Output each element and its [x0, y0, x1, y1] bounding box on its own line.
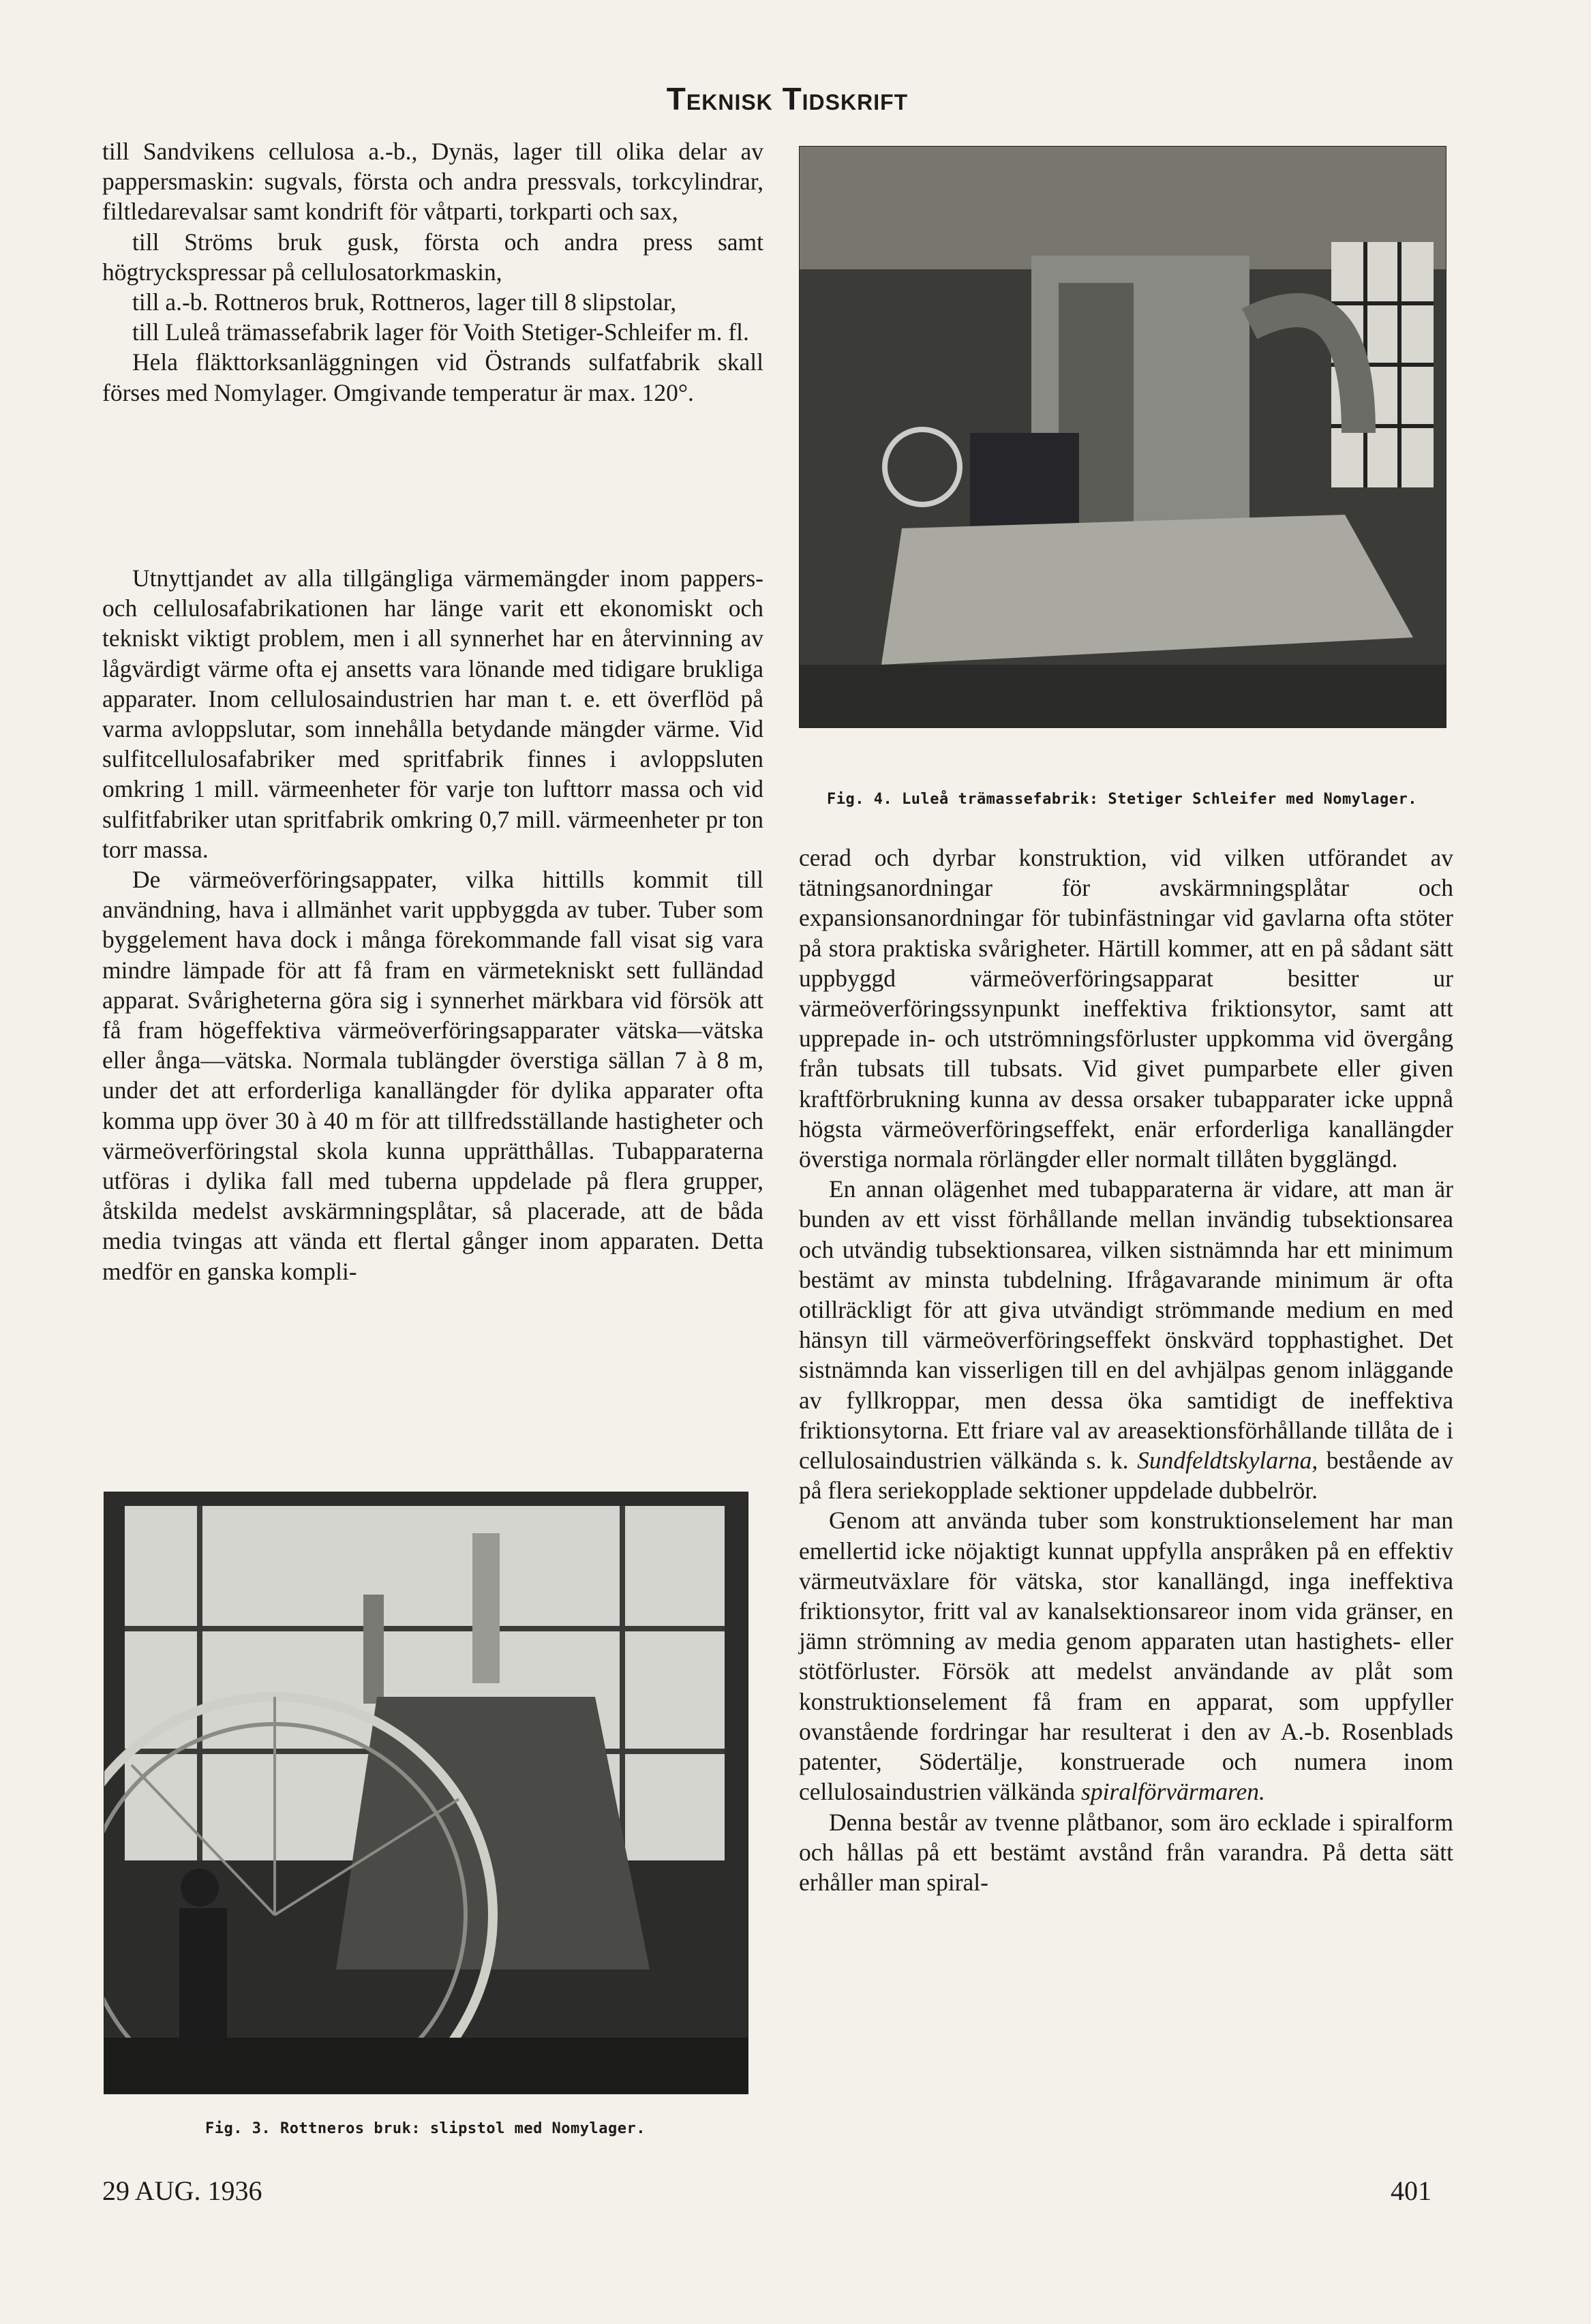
paragraph: till Sandvikens cellulosa a.-b., Dynäs, lager till olika delar av pappersmaskin: sugvals, första och andra pressvals, torkcylindrar, filtledarevalsar samt kondrift för våtparti, torkparti och sax,: [102, 138, 763, 226]
text-run: En annan olägenhet med tubapparaterna är vidare, att man är bunden av ett visst förhållande mellan invändig tubsektionsarea och utvändig tubsektionsarea, vilken sistnämnda har ett minimum bestämt av minsta tubdelning. Ifrågavarande minimum är ofta otillräckligt för att giva utvändigt strömmande medium en med hänsyn till värmeöverföringseffekt önskvärd topphastighet. Det sistnämnda kan visserligen till en del avhjälpas genom inläggande av fyllkroppar, men dessa öka samtidigt de ineffektiva friktionsytorna. Ett friare val av areasektionsförhållande tillåta de i cellulosaindustrien välkända s. k.: [799, 1175, 1453, 1475]
footer-date: 29 AUG. 1936: [102, 2175, 262, 2206]
figure-3-caption: Fig. 3. Rottneros bruk: slipstol med Nomylager.: [204, 2120, 646, 2137]
paragraph: [799, 1505, 1453, 1807]
paragraph: till a.-b. Rottneros bruk, Rottneros, lager till 8 slipstolar,: [132, 288, 677, 316]
figure-4-caption: Fig. 4. Luleå trämassefabrik: Stetiger Schleifer med Nomylager.: [827, 791, 1417, 808]
paragraph: De värmeöverföringsappater, vilka hittills kommit till användning, hava i allmänhet varit uppbyggda av tuber. Tuber som byggelement hava dock i många förekommande fall visat sig vara mindre lämpade för att få fram en värmetekniskt sett fulländad apparat. Svårigheterna göra sig i synnerhet märkbara vid försök att få fram högeffektiva värmeöverföringsapparater vätska—vätska eller ånga—vätska. Normala tublängder överstiga sällan 7 à 8 m, under det att erforderliga kanallängder för dylika apparater ofta komma upp över 30 à 40 m för att tillfredsställande hastigheter och värmeöverföringstal skola kunna upprätthållas. Tubapparaterna utföras i dylika fall med tuberna uppdelade på flera grupper, åtskilda medelst avskärmningsplåtar, så placerade, att de båda media tvingas att vända ett flertal gånger inom apparaten. Detta medför en ganska kompli-: [102, 866, 763, 1285]
paragraph: cerad och dyrbar konstruktion, vid vilken utförandet av tätningsanordningar för avskärmningsplåtar och expansionsanordningar för tubinfästningar vid gavlarna ofta stöter på stora praktiska svårigheter. Härtill kommer, att en på sådant sätt uppbyggd värmeöverföringsapparat besitter ur värmeöverföringssynpunkt ineffektiva friktionsytor, samt att upprepade in- och utströmningsförluster uppkomma vid övergång från tubsats till tubsats. Vid givet pumparbete eller given kraftförbrukning kunna av dessa orsaker tubapparater icke uppnå högsta värmeöverföringseffekt, enär erforderliga kanallängder överstiga normala rörlängder eller normalt tillåten bygglängd.: [799, 844, 1453, 1173]
paragraph: [799, 1174, 1453, 1505]
figure-3-photo: [104, 1492, 748, 2094]
column-right-body: [799, 843, 1453, 1897]
text-run: bestående av på flera seriekopplade sektioner uppdelade dubbelrör.: [799, 1447, 1454, 1505]
column-left-body: [102, 563, 763, 1286]
paragraph: Denna består av tvenne plåtbanor, som äro ecklade i spiralform och hållas på ett bestämt avstånd från varandra. På detta sätt erhåller man spiral-: [799, 1808, 1453, 1896]
column-left-top: [102, 136, 763, 408]
paragraph: till Ströms bruk gusk, första och andra press samt högtryckspressar på cellulosatorkmaskin,: [102, 228, 763, 286]
italic-term: Sundfeldtskylarna,: [1137, 1447, 1318, 1475]
page-number: 401: [1391, 2175, 1431, 2206]
figure-4-photo: [799, 146, 1446, 728]
paragraph: Hela fläkttorksanläggningen vid Östrands sulfatfabrik skall förses med Nomylager. Omgivande temperatur är max. 120°.: [102, 348, 763, 406]
italic-term: spiralförvärmaren.: [1081, 1778, 1265, 1806]
paragraph: till Luleå trämassefabrik lager för Voith Stetiger-Schleifer m. fl.: [132, 318, 749, 346]
journal-header: Teknisk Tidskrift: [666, 81, 909, 117]
text-run: Genom att använda tuber som konstruktionselement har man emellertid icke nöjaktigt kunnat uppfylla anspråken på en effektiv värmeutväxlare för vätska, stor kanallängd, inga ineffektiva friktionsytor, fritt val av kanalsektionsareor inom vida gränser, en jämn strömning av media genom apparaten utan hastighets- eller stötförluster. Försök att medelst användande av plåt som konstruktionselement få fram en apparat, som uppfyller ovanstående fordringar har resulterat i den av A.-b. Rosenblads patenter, Södertälje, konstruerade och numera inom cellulosaindustrien välkända: [799, 1507, 1453, 1806]
paragraph: Utnyttjandet av alla tillgängliga värmemängder inom pappers- och cellulosafabrikationen har länge varit ett ekonomiskt och tekniskt viktigt problem, men i all synnerhet har en återvinning av lågvärdigt värme ofta ej ansetts vara lönande med tidigare brukliga apparater. Inom cellulosaindustrien har man t. e. ett överflöd på varma avloppslutar, som innehålla betydande mängder värme. Vid sulfitcellulosafabriker med spritfabrik finnes i avloppsluten omkring 1 mill. värmeenheter för varje ton lufttorr massa och vid sulfitfabriker utan spritfabrik omkring 0,7 mill. värmeenheter pr ton torr massa.: [102, 564, 763, 863]
